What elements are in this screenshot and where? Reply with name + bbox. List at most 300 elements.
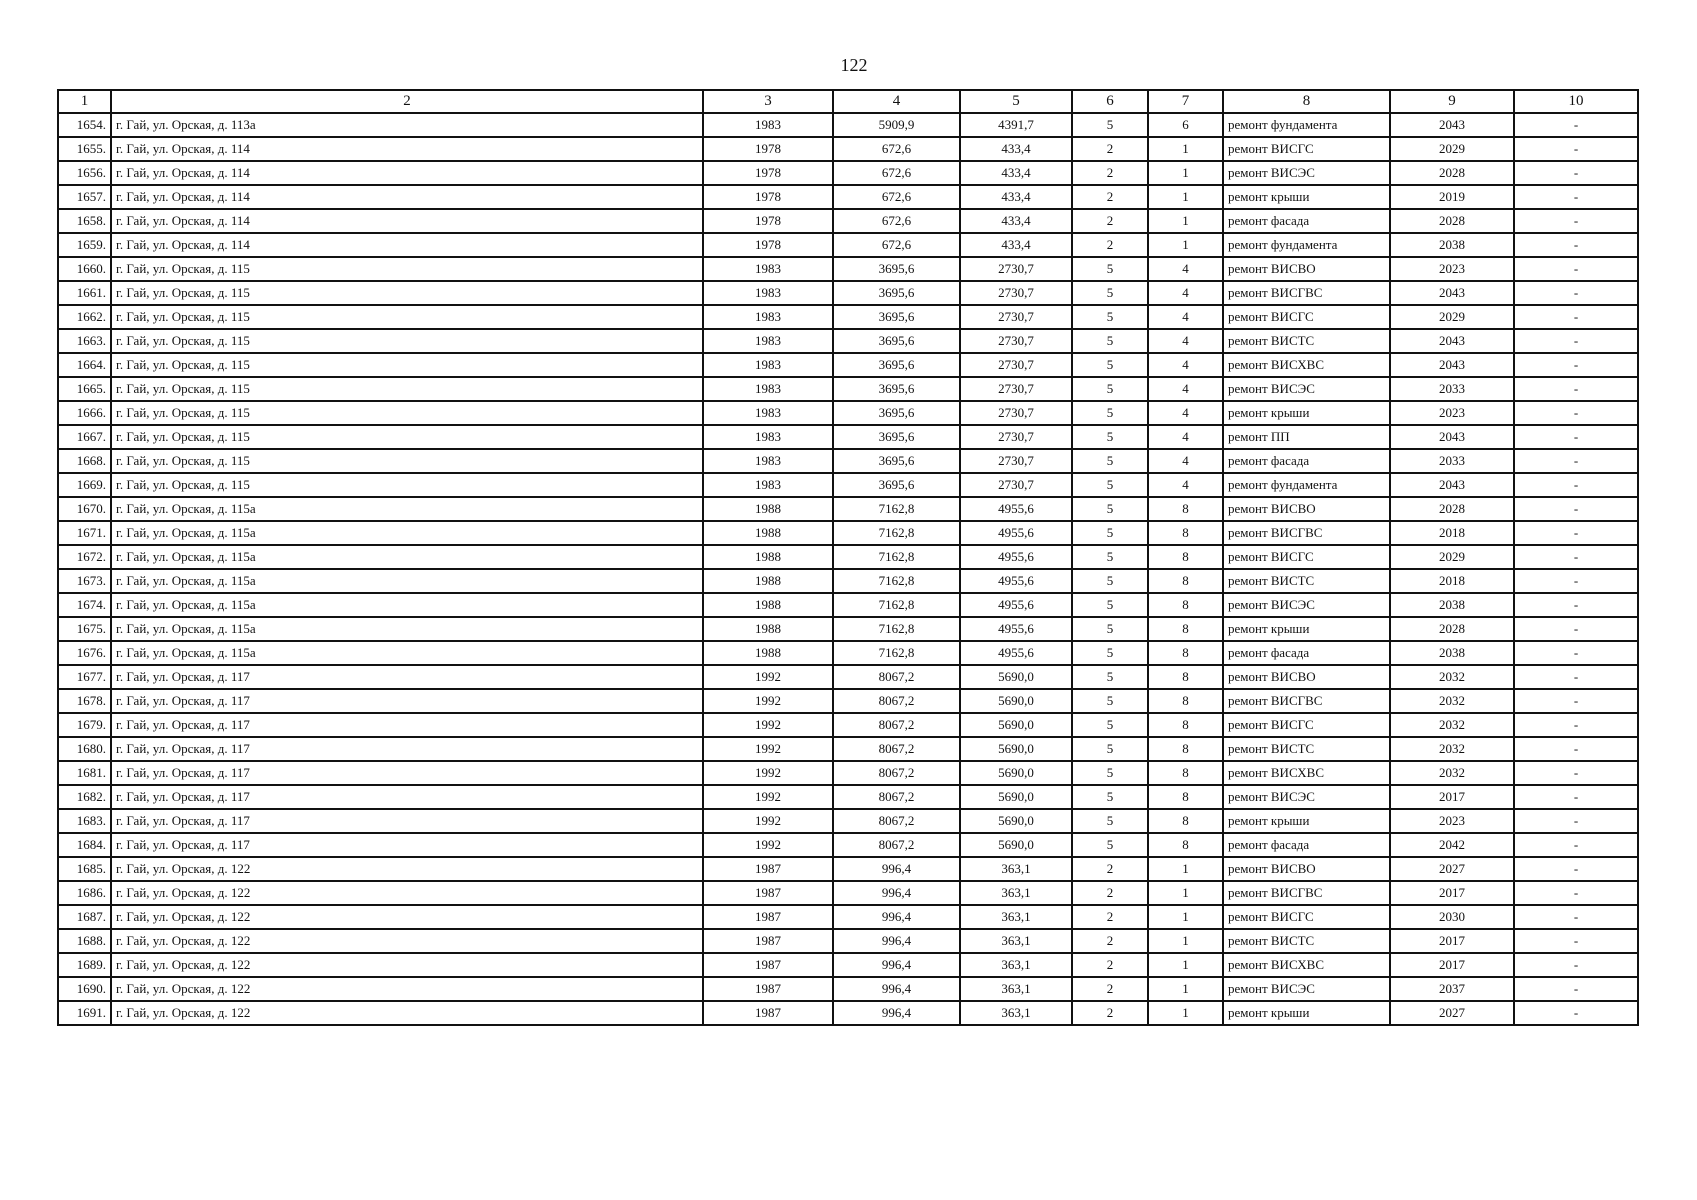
work-type-cell: ремонт фасада <box>1223 641 1390 665</box>
total-area-cell: 7162,8 <box>833 617 960 641</box>
note-cell: - <box>1514 425 1638 449</box>
address-cell: г. Гай, ул. Орская, д. 115 <box>111 473 703 497</box>
table-row <box>58 281 1638 305</box>
plan-year-cell: 2017 <box>1390 881 1514 905</box>
table-row <box>58 209 1638 233</box>
floors-cell: 5 <box>1072 641 1148 665</box>
living-area-cell: 363,1 <box>960 977 1072 1001</box>
table-row <box>58 329 1638 353</box>
floors-cell: 5 <box>1072 377 1148 401</box>
year-cell: 1992 <box>703 737 833 761</box>
row-number: 1664. <box>58 353 111 377</box>
total-area-cell: 8067,2 <box>833 833 960 857</box>
plan-year-cell: 2032 <box>1390 761 1514 785</box>
entrances-cell: 1 <box>1148 953 1223 977</box>
entrances-cell: 1 <box>1148 161 1223 185</box>
plan-year-cell: 2028 <box>1390 161 1514 185</box>
floors-cell: 5 <box>1072 833 1148 857</box>
work-type-cell: ремонт ПП <box>1223 425 1390 449</box>
entrances-cell: 8 <box>1148 593 1223 617</box>
plan-year-cell: 2028 <box>1390 617 1514 641</box>
work-type-cell: ремонт ВИСГС <box>1223 905 1390 929</box>
note-cell: - <box>1514 209 1638 233</box>
floors-cell: 5 <box>1072 665 1148 689</box>
living-area-cell: 363,1 <box>960 953 1072 977</box>
note-cell: - <box>1514 929 1638 953</box>
column-header-10: 10 <box>1514 90 1638 113</box>
row-number: 1655. <box>58 137 111 161</box>
row-number: 1654. <box>58 113 111 137</box>
total-area-cell: 996,4 <box>833 953 960 977</box>
entrances-cell: 4 <box>1148 329 1223 353</box>
table-row <box>58 161 1638 185</box>
note-cell: - <box>1514 593 1638 617</box>
plan-year-cell: 2023 <box>1390 257 1514 281</box>
plan-year-cell: 2038 <box>1390 593 1514 617</box>
address-cell: г. Гай, ул. Орская, д. 117 <box>111 809 703 833</box>
note-cell: - <box>1514 761 1638 785</box>
year-cell: 1983 <box>703 305 833 329</box>
living-area-cell: 5690,0 <box>960 761 1072 785</box>
table-row <box>58 449 1638 473</box>
column-header-1: 1 <box>58 90 111 113</box>
floors-cell: 5 <box>1072 689 1148 713</box>
living-area-cell: 5690,0 <box>960 665 1072 689</box>
plan-year-cell: 2043 <box>1390 329 1514 353</box>
address-cell: г. Гай, ул. Орская, д. 115 <box>111 449 703 473</box>
row-number: 1682. <box>58 785 111 809</box>
row-number: 1671. <box>58 521 111 545</box>
plan-year-cell: 2038 <box>1390 641 1514 665</box>
living-area-cell: 433,4 <box>960 185 1072 209</box>
note-cell: - <box>1514 905 1638 929</box>
table-row <box>58 617 1638 641</box>
note-cell: - <box>1514 1001 1638 1025</box>
address-cell: г. Гай, ул. Орская, д. 113а <box>111 113 703 137</box>
table-row <box>58 857 1638 881</box>
living-area-cell: 2730,7 <box>960 425 1072 449</box>
year-cell: 1988 <box>703 545 833 569</box>
table-row <box>58 113 1638 137</box>
year-cell: 1983 <box>703 473 833 497</box>
work-type-cell: ремонт крыши <box>1223 809 1390 833</box>
total-area-cell: 672,6 <box>833 137 960 161</box>
plan-year-cell: 2029 <box>1390 305 1514 329</box>
plan-year-cell: 2033 <box>1390 449 1514 473</box>
address-cell: г. Гай, ул. Орская, д. 122 <box>111 905 703 929</box>
table-row <box>58 833 1638 857</box>
plan-year-cell: 2028 <box>1390 209 1514 233</box>
entrances-cell: 8 <box>1148 809 1223 833</box>
work-type-cell: ремонт ВИСГС <box>1223 137 1390 161</box>
work-type-cell: ремонт ВИСТС <box>1223 737 1390 761</box>
address-cell: г. Гай, ул. Орская, д. 115а <box>111 497 703 521</box>
total-area-cell: 672,6 <box>833 185 960 209</box>
living-area-cell: 5690,0 <box>960 785 1072 809</box>
table-row <box>58 905 1638 929</box>
year-cell: 1983 <box>703 281 833 305</box>
note-cell: - <box>1514 185 1638 209</box>
entrances-cell: 8 <box>1148 785 1223 809</box>
living-area-cell: 4391,7 <box>960 113 1072 137</box>
row-number: 1657. <box>58 185 111 209</box>
entrances-cell: 8 <box>1148 521 1223 545</box>
floors-cell: 5 <box>1072 737 1148 761</box>
work-type-cell: ремонт ВИСГВС <box>1223 689 1390 713</box>
year-cell: 1992 <box>703 761 833 785</box>
row-number: 1667. <box>58 425 111 449</box>
address-cell: г. Гай, ул. Орская, д. 114 <box>111 209 703 233</box>
address-cell: г. Гай, ул. Орская, д. 117 <box>111 761 703 785</box>
note-cell: - <box>1514 449 1638 473</box>
living-area-cell: 5690,0 <box>960 713 1072 737</box>
year-cell: 1988 <box>703 569 833 593</box>
address-cell: г. Гай, ул. Орская, д. 115 <box>111 401 703 425</box>
living-area-cell: 363,1 <box>960 857 1072 881</box>
table-row <box>58 569 1638 593</box>
entrances-cell: 8 <box>1148 665 1223 689</box>
row-number: 1678. <box>58 689 111 713</box>
total-area-cell: 996,4 <box>833 929 960 953</box>
table-row <box>58 257 1638 281</box>
row-number: 1658. <box>58 209 111 233</box>
note-cell: - <box>1514 353 1638 377</box>
total-area-cell: 3695,6 <box>833 281 960 305</box>
work-type-cell: ремонт ВИСГС <box>1223 305 1390 329</box>
entrances-cell: 8 <box>1148 689 1223 713</box>
work-type-cell: ремонт ВИСТС <box>1223 569 1390 593</box>
living-area-cell: 433,4 <box>960 233 1072 257</box>
entrances-cell: 1 <box>1148 185 1223 209</box>
note-cell: - <box>1514 281 1638 305</box>
address-cell: г. Гай, ул. Орская, д. 117 <box>111 737 703 761</box>
work-type-cell: ремонт фасада <box>1223 209 1390 233</box>
note-cell: - <box>1514 401 1638 425</box>
row-number: 1675. <box>58 617 111 641</box>
table-row <box>58 377 1638 401</box>
address-cell: г. Гай, ул. Орская, д. 117 <box>111 689 703 713</box>
address-cell: г. Гай, ул. Орская, д. 115 <box>111 353 703 377</box>
year-cell: 1988 <box>703 593 833 617</box>
year-cell: 1983 <box>703 377 833 401</box>
year-cell: 1987 <box>703 1001 833 1025</box>
floors-cell: 5 <box>1072 401 1148 425</box>
floors-cell: 2 <box>1072 857 1148 881</box>
work-type-cell: ремонт ВИСГВС <box>1223 281 1390 305</box>
address-cell: г. Гай, ул. Орская, д. 122 <box>111 977 703 1001</box>
row-number: 1690. <box>58 977 111 1001</box>
entrances-cell: 4 <box>1148 257 1223 281</box>
row-number: 1685. <box>58 857 111 881</box>
work-type-cell: ремонт ВИСГС <box>1223 713 1390 737</box>
living-area-cell: 2730,7 <box>960 401 1072 425</box>
note-cell: - <box>1514 521 1638 545</box>
row-number: 1686. <box>58 881 111 905</box>
living-area-cell: 4955,6 <box>960 497 1072 521</box>
table-body <box>58 113 1638 1025</box>
table-row <box>58 641 1638 665</box>
table-row <box>58 305 1638 329</box>
entrances-cell: 1 <box>1148 905 1223 929</box>
total-area-cell: 8067,2 <box>833 665 960 689</box>
table-row <box>58 401 1638 425</box>
living-area-cell: 4955,6 <box>960 641 1072 665</box>
work-type-cell: ремонт крыши <box>1223 401 1390 425</box>
work-type-cell: ремонт фундамента <box>1223 113 1390 137</box>
plan-year-cell: 2042 <box>1390 833 1514 857</box>
entrances-cell: 1 <box>1148 233 1223 257</box>
year-cell: 1983 <box>703 113 833 137</box>
living-area-cell: 4955,6 <box>960 569 1072 593</box>
column-header-8: 8 <box>1223 90 1390 113</box>
plan-year-cell: 2043 <box>1390 473 1514 497</box>
floors-cell: 5 <box>1072 617 1148 641</box>
address-cell: г. Гай, ул. Орская, д. 114 <box>111 185 703 209</box>
total-area-cell: 672,6 <box>833 161 960 185</box>
floors-cell: 2 <box>1072 137 1148 161</box>
plan-year-cell: 2027 <box>1390 857 1514 881</box>
work-type-cell: ремонт фасада <box>1223 833 1390 857</box>
plan-year-cell: 2032 <box>1390 689 1514 713</box>
work-type-cell: ремонт крыши <box>1223 185 1390 209</box>
year-cell: 1978 <box>703 161 833 185</box>
entrances-cell: 8 <box>1148 833 1223 857</box>
table-row <box>58 713 1638 737</box>
entrances-cell: 4 <box>1148 425 1223 449</box>
total-area-cell: 3695,6 <box>833 377 960 401</box>
address-cell: г. Гай, ул. Орская, д. 117 <box>111 665 703 689</box>
living-area-cell: 2730,7 <box>960 353 1072 377</box>
living-area-cell: 5690,0 <box>960 809 1072 833</box>
table-row <box>58 881 1638 905</box>
row-number: 1684. <box>58 833 111 857</box>
work-type-cell: ремонт ВИСВО <box>1223 497 1390 521</box>
table-row <box>58 665 1638 689</box>
floors-cell: 5 <box>1072 473 1148 497</box>
address-cell: г. Гай, ул. Орская, д. 122 <box>111 881 703 905</box>
entrances-cell: 8 <box>1148 737 1223 761</box>
year-cell: 1983 <box>703 401 833 425</box>
entrances-cell: 1 <box>1148 881 1223 905</box>
table-row <box>58 185 1638 209</box>
entrances-cell: 8 <box>1148 761 1223 785</box>
address-cell: г. Гай, ул. Орская, д. 122 <box>111 953 703 977</box>
entrances-cell: 8 <box>1148 545 1223 569</box>
floors-cell: 2 <box>1072 185 1148 209</box>
address-cell: г. Гай, ул. Орская, д. 114 <box>111 161 703 185</box>
floors-cell: 2 <box>1072 929 1148 953</box>
floors-cell: 2 <box>1072 161 1148 185</box>
living-area-cell: 363,1 <box>960 881 1072 905</box>
work-type-cell: ремонт ВИСГВС <box>1223 881 1390 905</box>
total-area-cell: 7162,8 <box>833 593 960 617</box>
note-cell: - <box>1514 953 1638 977</box>
row-number: 1688. <box>58 929 111 953</box>
entrances-cell: 8 <box>1148 497 1223 521</box>
entrances-cell: 4 <box>1148 353 1223 377</box>
work-type-cell: ремонт фасада <box>1223 449 1390 473</box>
total-area-cell: 996,4 <box>833 905 960 929</box>
year-cell: 1987 <box>703 857 833 881</box>
plan-year-cell: 2038 <box>1390 233 1514 257</box>
table-row <box>58 233 1638 257</box>
plan-year-cell: 2027 <box>1390 1001 1514 1025</box>
entrances-cell: 4 <box>1148 305 1223 329</box>
year-cell: 1992 <box>703 713 833 737</box>
living-area-cell: 2730,7 <box>960 377 1072 401</box>
year-cell: 1992 <box>703 665 833 689</box>
address-cell: г. Гай, ул. Орская, д. 115а <box>111 641 703 665</box>
living-area-cell: 5690,0 <box>960 833 1072 857</box>
year-cell: 1978 <box>703 209 833 233</box>
note-cell: - <box>1514 305 1638 329</box>
row-number: 1670. <box>58 497 111 521</box>
floors-cell: 5 <box>1072 281 1148 305</box>
living-area-cell: 2730,7 <box>960 449 1072 473</box>
total-area-cell: 8067,2 <box>833 737 960 761</box>
plan-year-cell: 2043 <box>1390 353 1514 377</box>
table-row <box>58 953 1638 977</box>
plan-year-cell: 2017 <box>1390 929 1514 953</box>
total-area-cell: 7162,8 <box>833 521 960 545</box>
total-area-cell: 672,6 <box>833 233 960 257</box>
address-cell: г. Гай, ул. Орская, д. 122 <box>111 929 703 953</box>
living-area-cell: 2730,7 <box>960 257 1072 281</box>
note-cell: - <box>1514 617 1638 641</box>
plan-year-cell: 2037 <box>1390 977 1514 1001</box>
floors-cell: 5 <box>1072 569 1148 593</box>
table-header-row <box>58 90 1638 113</box>
entrances-cell: 1 <box>1148 1001 1223 1025</box>
table-row <box>58 473 1638 497</box>
total-area-cell: 8067,2 <box>833 689 960 713</box>
total-area-cell: 3695,6 <box>833 305 960 329</box>
floors-cell: 2 <box>1072 209 1148 233</box>
note-cell: - <box>1514 881 1638 905</box>
year-cell: 1988 <box>703 521 833 545</box>
row-number: 1683. <box>58 809 111 833</box>
floors-cell: 5 <box>1072 521 1148 545</box>
note-cell: - <box>1514 233 1638 257</box>
table-row <box>58 545 1638 569</box>
year-cell: 1987 <box>703 881 833 905</box>
row-number: 1665. <box>58 377 111 401</box>
table-row <box>58 761 1638 785</box>
total-area-cell: 996,4 <box>833 881 960 905</box>
floors-cell: 5 <box>1072 257 1148 281</box>
total-area-cell: 8067,2 <box>833 713 960 737</box>
table-row <box>58 689 1638 713</box>
row-number: 1689. <box>58 953 111 977</box>
year-cell: 1983 <box>703 257 833 281</box>
entrances-cell: 1 <box>1148 857 1223 881</box>
table-row <box>58 737 1638 761</box>
floors-cell: 5 <box>1072 761 1148 785</box>
work-type-cell: ремонт ВИСХВС <box>1223 953 1390 977</box>
year-cell: 1978 <box>703 185 833 209</box>
entrances-cell: 1 <box>1148 209 1223 233</box>
floors-cell: 5 <box>1072 353 1148 377</box>
table-row <box>58 809 1638 833</box>
year-cell: 1992 <box>703 833 833 857</box>
work-type-cell: ремонт крыши <box>1223 1001 1390 1025</box>
address-cell: г. Гай, ул. Орская, д. 115 <box>111 425 703 449</box>
row-number: 1687. <box>58 905 111 929</box>
floors-cell: 5 <box>1072 593 1148 617</box>
address-cell: г. Гай, ул. Орская, д. 115 <box>111 377 703 401</box>
total-area-cell: 996,4 <box>833 857 960 881</box>
plan-year-cell: 2028 <box>1390 497 1514 521</box>
year-cell: 1988 <box>703 617 833 641</box>
plan-year-cell: 2043 <box>1390 281 1514 305</box>
total-area-cell: 3695,6 <box>833 449 960 473</box>
address-cell: г. Гай, ул. Орская, д. 114 <box>111 233 703 257</box>
living-area-cell: 2730,7 <box>960 329 1072 353</box>
row-number: 1666. <box>58 401 111 425</box>
floors-cell: 2 <box>1072 881 1148 905</box>
plan-year-cell: 2023 <box>1390 401 1514 425</box>
floors-cell: 5 <box>1072 113 1148 137</box>
note-cell: - <box>1514 857 1638 881</box>
address-cell: г. Гай, ул. Орская, д. 117 <box>111 713 703 737</box>
year-cell: 1992 <box>703 689 833 713</box>
address-cell: г. Гай, ул. Орская, д. 115 <box>111 305 703 329</box>
work-type-cell: ремонт ВИСЭС <box>1223 977 1390 1001</box>
work-type-cell: ремонт фундамента <box>1223 233 1390 257</box>
year-cell: 1983 <box>703 329 833 353</box>
repair-registry-table <box>57 89 1639 1026</box>
floors-cell: 5 <box>1072 305 1148 329</box>
row-number: 1659. <box>58 233 111 257</box>
total-area-cell: 7162,8 <box>833 497 960 521</box>
plan-year-cell: 2018 <box>1390 569 1514 593</box>
row-number: 1679. <box>58 713 111 737</box>
column-header-5: 5 <box>960 90 1072 113</box>
work-type-cell: ремонт ВИСЭС <box>1223 593 1390 617</box>
floors-cell: 5 <box>1072 449 1148 473</box>
note-cell: - <box>1514 473 1638 497</box>
plan-year-cell: 2032 <box>1390 737 1514 761</box>
total-area-cell: 8067,2 <box>833 809 960 833</box>
living-area-cell: 2730,7 <box>960 281 1072 305</box>
work-type-cell: ремонт ВИСЭС <box>1223 377 1390 401</box>
living-area-cell: 4955,6 <box>960 593 1072 617</box>
work-type-cell: ремонт ВИСВО <box>1223 257 1390 281</box>
address-cell: г. Гай, ул. Орская, д. 115а <box>111 617 703 641</box>
note-cell: - <box>1514 377 1638 401</box>
address-cell: г. Гай, ул. Орская, д. 117 <box>111 785 703 809</box>
total-area-cell: 5909,9 <box>833 113 960 137</box>
note-cell: - <box>1514 329 1638 353</box>
entrances-cell: 1 <box>1148 137 1223 161</box>
address-cell: г. Гай, ул. Орская, д. 115 <box>111 281 703 305</box>
floors-cell: 2 <box>1072 905 1148 929</box>
year-cell: 1992 <box>703 785 833 809</box>
entrances-cell: 4 <box>1148 449 1223 473</box>
address-cell: г. Гай, ул. Орская, д. 117 <box>111 833 703 857</box>
table-row <box>58 593 1638 617</box>
total-area-cell: 7162,8 <box>833 545 960 569</box>
row-number: 1676. <box>58 641 111 665</box>
plan-year-cell: 2017 <box>1390 953 1514 977</box>
year-cell: 1987 <box>703 929 833 953</box>
table-row <box>58 977 1638 1001</box>
row-number: 1668. <box>58 449 111 473</box>
note-cell: - <box>1514 137 1638 161</box>
table-row <box>58 521 1638 545</box>
address-cell: г. Гай, ул. Орская, д. 122 <box>111 857 703 881</box>
total-area-cell: 996,4 <box>833 1001 960 1025</box>
